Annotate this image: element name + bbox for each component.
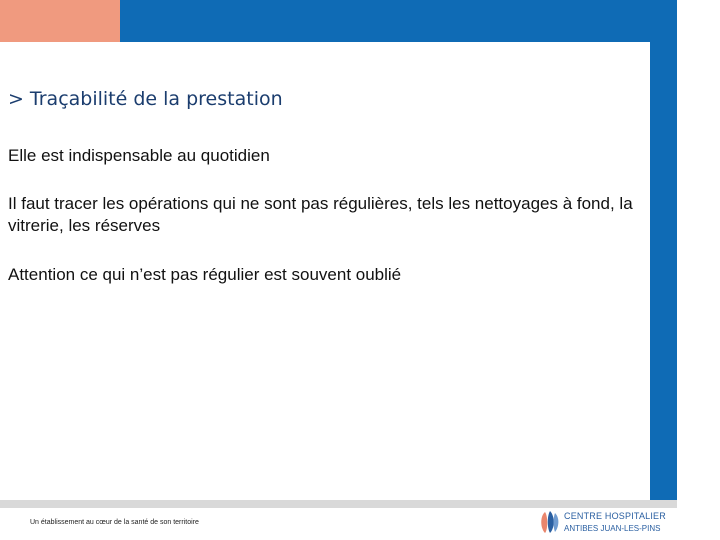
paragraph-1: Elle est indispensable au quotidien [8,146,270,165]
right-margin [677,0,720,540]
logo-line-2: ANTIBES JUAN-LES-PINS [564,524,661,533]
header-blue-bar [120,0,677,42]
footer-tagline: Un établissement au cœur de la santé de son territoire [30,519,199,526]
paragraph-2: Il faut tracer les opérations qui ne sont pas régulières, tels les nettoyages à fond, la vitrerie, les réserves [8,194,633,235]
footer-divider [0,500,677,508]
hospital-logo [538,508,676,536]
header-accent-bar [0,0,120,42]
title-text: Traçabilité de la prestation [29,88,283,110]
logo-line-1: CENTRE HOSPITALIER [564,511,666,521]
slide-title [8,88,283,110]
hospital-logo-icon [538,508,562,536]
title-marker: > [8,88,24,110]
paragraph-3: Attention ce qui n’est pas régulier est souvent oublié [8,265,402,284]
